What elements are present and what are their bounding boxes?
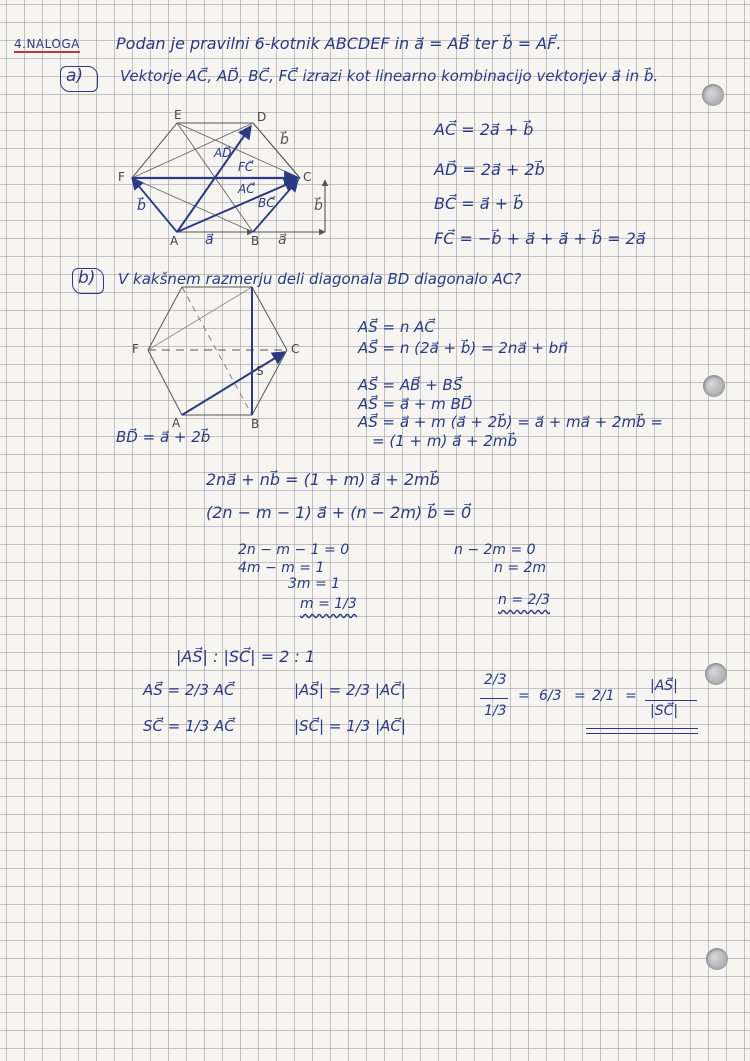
vector-label-b-top: b⃗ bbox=[280, 132, 289, 148]
fraction-eq1: = bbox=[518, 688, 530, 704]
right-system-1: n − 2m = 0 bbox=[454, 542, 536, 558]
vector-label-a2: a⃗ bbox=[278, 232, 287, 248]
part-b-instruction: V kakšnem razmerju deli diagonala BD diagonalo AC? bbox=[118, 270, 522, 288]
vertex-a-label: A bbox=[170, 234, 179, 248]
hexagon-outline-b bbox=[148, 287, 287, 415]
fraction-top-left: 2/3 bbox=[484, 672, 507, 688]
vector-label-a1: a⃗ bbox=[205, 232, 214, 248]
right-system-2: n = 2m bbox=[494, 560, 547, 576]
fraction-eq3: = bbox=[625, 688, 637, 704]
task-label: 4.NALOGA bbox=[14, 37, 80, 51]
fraction-eq2: = bbox=[574, 688, 586, 704]
double-underline-2 bbox=[586, 733, 698, 734]
vertex-e-label: E bbox=[174, 108, 182, 122]
fraction-two-over-one: 2/1 bbox=[592, 688, 615, 704]
vertex-c-label: C bbox=[303, 170, 312, 184]
vertex-b-f-label: F bbox=[132, 342, 139, 356]
fraction-bar-left bbox=[480, 698, 508, 699]
sc-abs-equation: |SC⃗| = 1/3 |AC⃗| bbox=[294, 717, 406, 735]
as-equation: AS⃗ = 2/3 AC⃗ bbox=[143, 681, 235, 699]
part-a-instruction: Vektorje AC⃗, AD⃗, BC⃗, FC⃗ izrazi kot linearno kombinacijo vektorjev a⃗ in b⃗. bbox=[120, 67, 659, 85]
fraction-middle: 6/3 bbox=[539, 688, 562, 704]
vector-label-b-right: b⃗ bbox=[314, 198, 323, 214]
fraction-final-bottom: |SC⃗| bbox=[650, 703, 679, 719]
vector-label-b-left: b⃗ bbox=[137, 198, 146, 214]
equation-as-1: AS⃗ = n AC⃗ bbox=[358, 318, 435, 336]
ratio-line: |AS⃗| : |SC⃗| = 2 : 1 bbox=[176, 647, 316, 666]
left-system-result: m = 1/3 bbox=[300, 596, 357, 612]
right-system-result: n = 2/3 bbox=[498, 592, 551, 608]
vertex-b-s-label: S bbox=[256, 364, 264, 378]
equation-as-4: AS⃗ = a⃗ + m BD⃗ bbox=[358, 395, 473, 413]
vector-label-fc: FC⃗ bbox=[238, 160, 254, 174]
equation-as-5: AS⃗ = a⃗ + m (a⃗ + 2b⃗) = a⃗ + ma⃗ + 2mb⃗ = bbox=[358, 413, 663, 431]
vertex-f-label: F bbox=[118, 170, 125, 184]
equation-ad: AD⃗ = 2a⃗ + 2b⃗ bbox=[434, 160, 545, 179]
pencil-diagonal-eb bbox=[182, 287, 252, 415]
as-abs-equation: |AS⃗| = 2/3 |AC⃗| bbox=[294, 681, 406, 699]
part-b-label: b) bbox=[78, 268, 96, 288]
diagonal-ac bbox=[182, 352, 285, 415]
equation-bc: BC⃗ = a⃗ + b⃗ bbox=[434, 194, 524, 213]
equation-as-6: = (1 + m) a⃗ + 2mb⃗ bbox=[372, 432, 518, 450]
vertex-b-b-label: B bbox=[251, 417, 260, 431]
equation-compare: 2na⃗ + nb⃗ = (1 + m) a⃗ + 2mb⃗ bbox=[206, 470, 440, 489]
equation-zero: (2n − m − 1) a⃗ + (n − 2m) b⃗ = 0⃗ bbox=[206, 503, 472, 522]
fraction-bar-final bbox=[645, 700, 697, 701]
fraction-final-top: |AS⃗| bbox=[650, 678, 678, 694]
part-a-label: a) bbox=[66, 66, 84, 86]
equation-fc: FC⃗ = −b⃗ + a⃗ + a⃗ + b⃗ = 2a⃗ bbox=[434, 229, 646, 248]
task-statement: Podan je pravilni 6-kotnik ABCDEF in a⃗ = AB⃗ ter b⃗ = AF⃗. bbox=[116, 34, 562, 53]
fraction-bottom-left: 1/3 bbox=[484, 703, 507, 719]
vertex-b-label: B bbox=[251, 234, 260, 248]
double-underline-1 bbox=[586, 728, 698, 729]
bd-equation: BD⃗ = a⃗ + 2b⃗ bbox=[116, 428, 211, 446]
vertex-b-a-label: A bbox=[172, 416, 181, 430]
pencil-diagonal-fd bbox=[148, 287, 252, 350]
equation-ac: AC⃗ = 2a⃗ + b⃗ bbox=[434, 120, 534, 139]
vertex-d-label: D bbox=[257, 110, 267, 124]
left-system-3: 3m = 1 bbox=[288, 576, 341, 592]
vector-label-bc: BC⃗ bbox=[258, 196, 275, 210]
equation-as-2: AS⃗ = n (2a⃗ + b⃗) = 2na⃗ + bn⃗ bbox=[358, 339, 568, 357]
equation-as-3: AS⃗ = AB⃗ + BS⃗ bbox=[358, 376, 463, 394]
left-system-2: 4m − m = 1 bbox=[238, 560, 325, 576]
vector-label-ad: AD⃗ bbox=[214, 146, 232, 160]
vertex-b-c-label: C bbox=[291, 342, 300, 356]
vector-label-ac: AC⃗ bbox=[238, 182, 255, 196]
left-system-1: 2n − m − 1 = 0 bbox=[238, 542, 350, 558]
sc-equation: SC⃗ = 1/3 AC⃗ bbox=[143, 717, 235, 735]
